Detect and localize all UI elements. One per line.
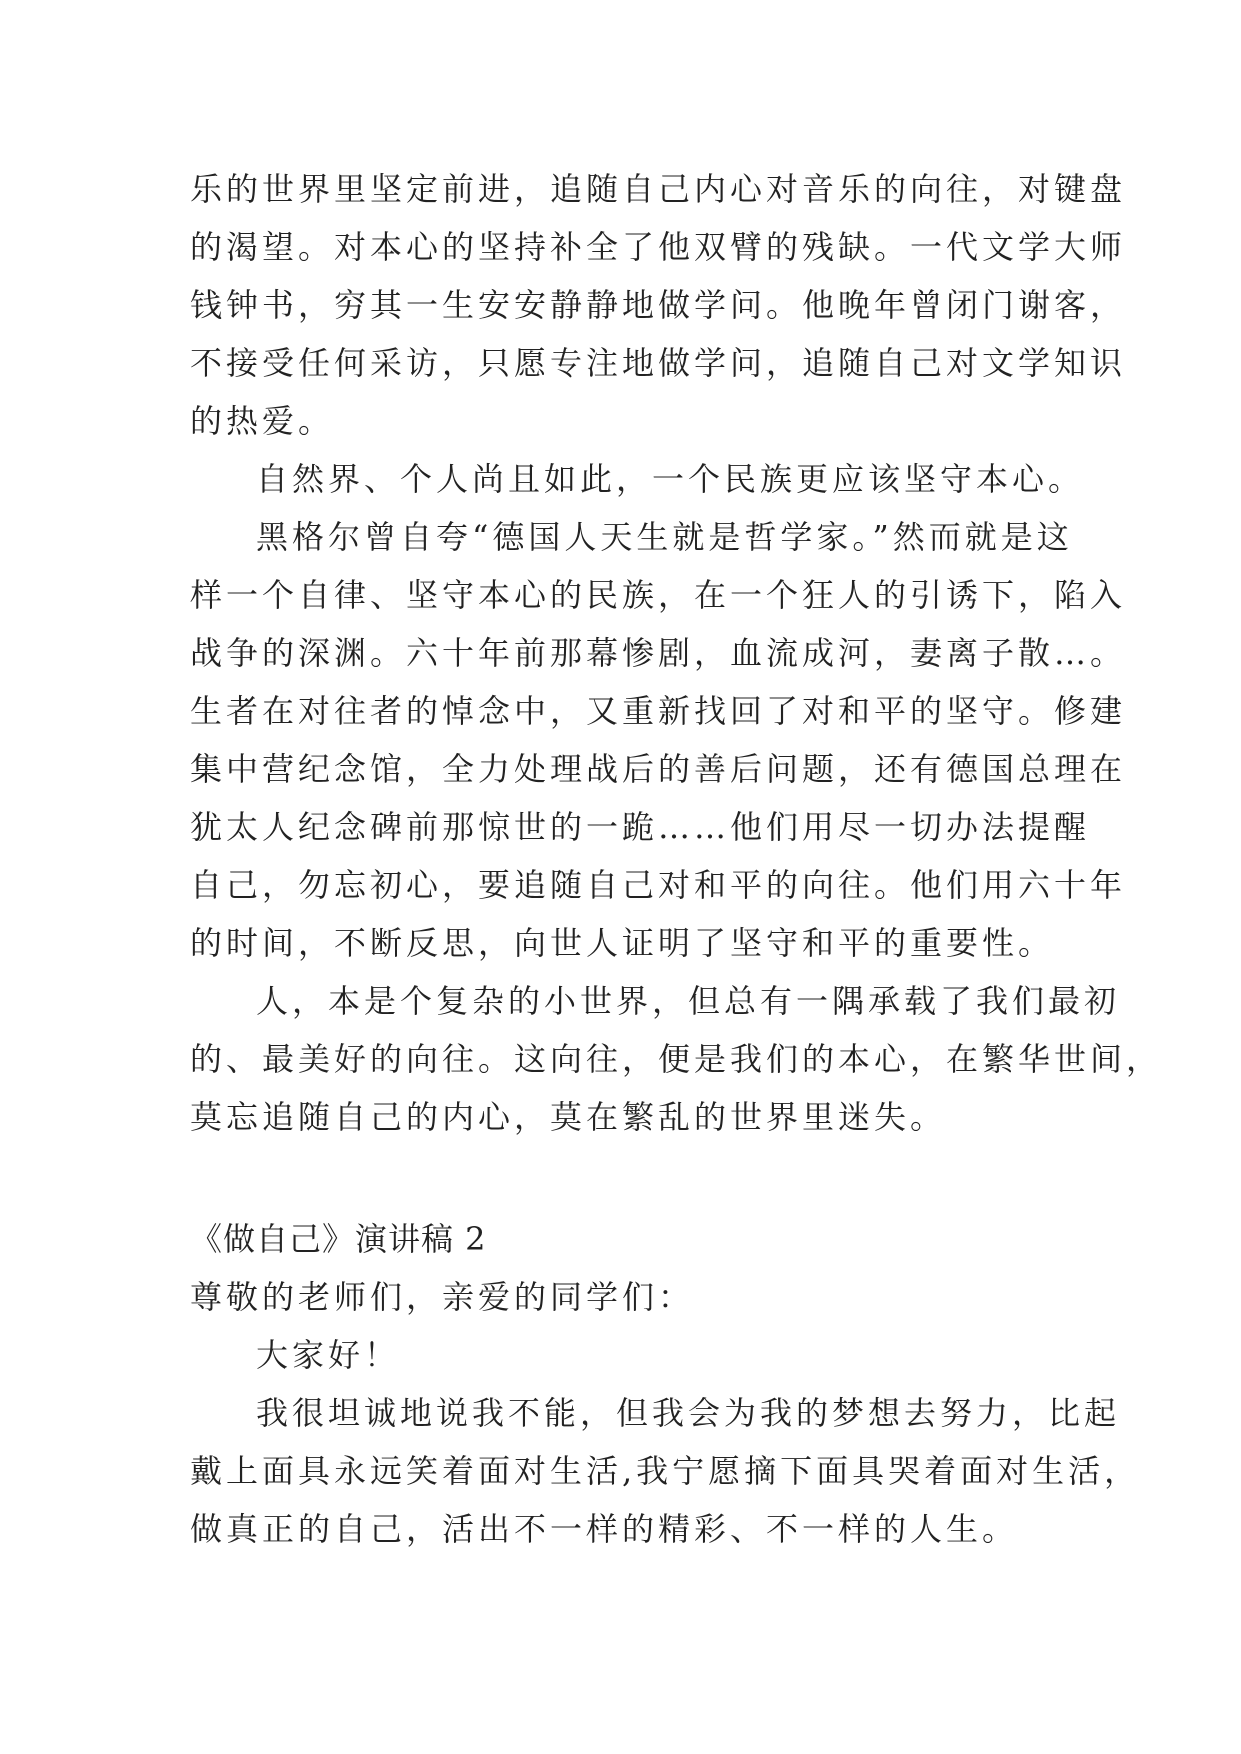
document-page bbox=[190, 160, 1163, 1558]
section-title: 《做自己》演讲稿 2 bbox=[190, 1220, 487, 1258]
text-line: 生者在对往者的悼念中，又重新找回了对和平的坚守。修建 bbox=[190, 692, 1127, 730]
text-line: 犹太人纪念碑前那惊世的一跪……他们用尽一切办法提醒 bbox=[190, 808, 1091, 846]
text-line: 乐的世界里坚定前进，追随自己内心对音乐的向往，对键盘 bbox=[190, 170, 1127, 208]
paragraph-dream bbox=[190, 1384, 1141, 1558]
text-line: 集中营纪念馆，全力处理战后的善后问题，还有德国总理在 bbox=[190, 750, 1127, 788]
paragraph-continued bbox=[190, 160, 1127, 450]
text-line: 钱钟书，穷其一生安安静静地做学问。他晚年曾闭门谢客， bbox=[190, 286, 1127, 324]
paragraph-nature bbox=[190, 450, 1085, 508]
speech-section-2 bbox=[190, 1210, 1141, 1558]
text-line: 人，本是个复杂的小世界，但总有一隅承载了我们最初 bbox=[256, 982, 1121, 1020]
text-line: 莫忘追随自己的内心，莫在繁乱的世界里迷失。 bbox=[190, 1098, 947, 1136]
text-line: 我很坦诚地说我不能，但我会为我的梦想去努力，比起 bbox=[256, 1394, 1121, 1432]
text-line: 的、最美好的向往。这向往，便是我们的本心，在繁华世间， bbox=[190, 1040, 1163, 1078]
section-gap bbox=[190, 1146, 1060, 1210]
text-line: 戴上面具永远笑着面对生活,我宁愿摘下面具哭着面对生活， bbox=[190, 1452, 1141, 1490]
text-line: 做真正的自己，活出不一样的精彩、不一样的人生。 bbox=[190, 1510, 1019, 1548]
text-line: 自己，勿忘初心，要追随自己对和平的向往。他们用六十年 bbox=[190, 866, 1127, 904]
text-line: 的热爱。 bbox=[190, 402, 335, 440]
text-line: 样一个自律、坚守本心的民族，在一个狂人的引诱下，陷入 bbox=[190, 576, 1127, 614]
text-line: 黑格尔曾自夸“德国人天生就是哲学家。”然而就是这 bbox=[256, 518, 1073, 556]
text-line: 的渴望。对本心的坚持补全了他双臂的残缺。一代文学大师 bbox=[190, 228, 1127, 266]
paragraph-hegel bbox=[190, 508, 1127, 972]
text-line: 自然界、个人尚且如此，一个民族更应该坚守本心。 bbox=[256, 460, 1085, 498]
salutation: 尊敬的老师们，亲爱的同学们： bbox=[190, 1278, 695, 1316]
paragraph-conclusion bbox=[190, 972, 1163, 1146]
text-line: 的时间，不断反思，向世人证明了坚守和平的重要性。 bbox=[190, 924, 1055, 962]
greeting: 大家好！ bbox=[256, 1336, 401, 1374]
text-line: 战争的深渊。六十年前那幕惨剧，血流成河，妻离子散…。 bbox=[190, 634, 1127, 672]
text-line: 不接受任何采访，只愿专注地做学问，追随自己对文学知识 bbox=[190, 344, 1127, 382]
